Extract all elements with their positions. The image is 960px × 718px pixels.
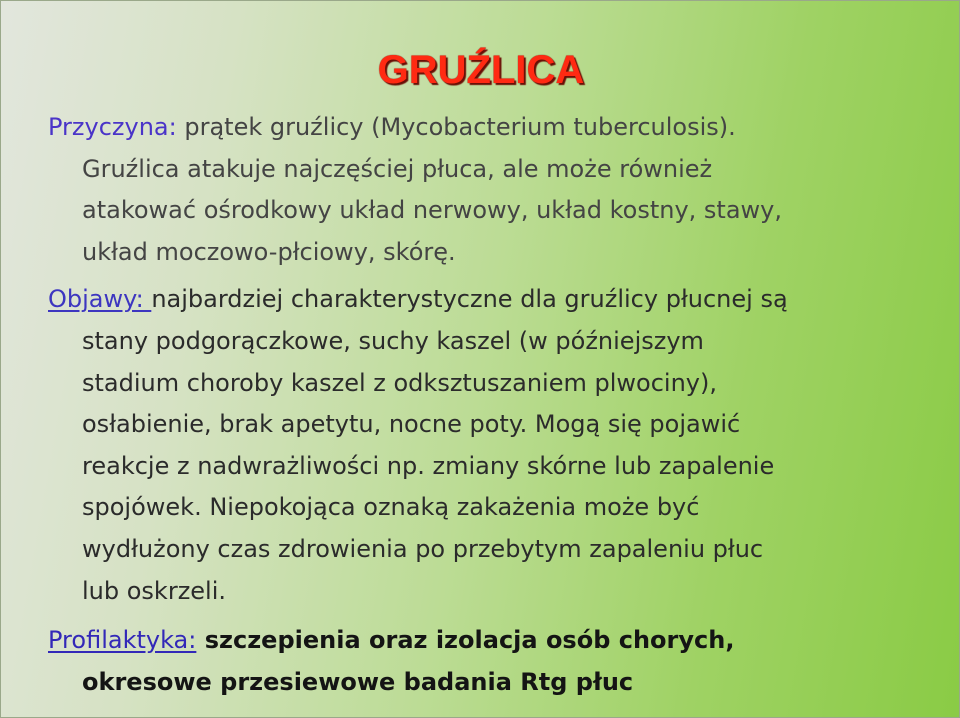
cause-line-3: atakować ośrodkowy układ nerwowy, układ kostny, stawy, (82, 196, 782, 225)
cause-line-4: układ moczowo-płciowy, skórę. (82, 237, 456, 266)
prevention-section (48, 620, 928, 703)
cause-line-2: Gruźlica atakuje najczęściej płuca, ale może również (82, 154, 713, 183)
prevention-line-1 (48, 620, 928, 662)
cause-text-1: prątek gruźlicy (Mycobacterium tuberculosis). (176, 113, 736, 141)
cause-section (48, 107, 928, 273)
symptoms-section (48, 279, 928, 612)
slide-content (48, 107, 928, 703)
symptoms-line-2: stany podgorączkowe, suchy kaszel (w późniejszym (82, 326, 704, 355)
symptoms-text-1: najbardziej charakterystyczne dla gruźlicy płucnej są (151, 285, 788, 314)
symptoms-line-3: stadium choroby kaszel z odksztuszaniem plwociny), (82, 368, 717, 397)
prevention-line-2: okresowe przesiewowe badania Rtg płuc (82, 667, 634, 696)
slide-title-text: GRUŹLICA (377, 48, 585, 92)
cause-label: Przyczyna: (48, 113, 177, 141)
symptoms-line-6: spojówek. Niepokojąca oznaką zakażenia może być (82, 493, 700, 522)
prevention-text-1: szczepienia oraz izolacja osób chorych, (196, 626, 735, 655)
symptoms-label: Objawy: (48, 285, 152, 314)
slide-title (1, 45, 960, 95)
symptoms-line-8: lub oskrzeli. (82, 576, 227, 605)
symptoms-line-4: osłabienie, brak apetytu, nocne poty. Mogą się pojawić (82, 410, 741, 439)
cause-line-1 (48, 107, 928, 149)
prevention-label: Profilaktyka: (48, 626, 197, 655)
symptoms-line-7: wydłużony czas zdrowienia po przebytym zapaleniu płuc (82, 534, 764, 563)
symptoms-line-1 (48, 279, 928, 321)
symptoms-line-5: reakcje z nadwrażliwości np. zmiany skórne lub zapalenie (82, 451, 775, 480)
